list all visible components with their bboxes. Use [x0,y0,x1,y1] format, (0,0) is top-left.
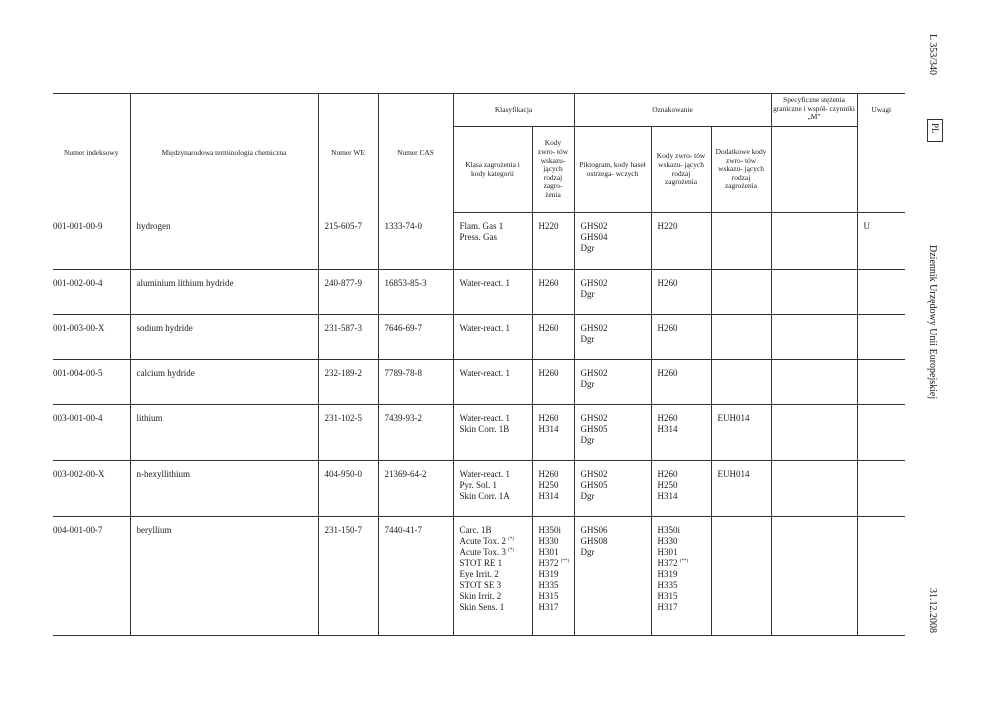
header-labelling: Oznakowanie [574,94,771,127]
cell-pictogram-line: Dgr [580,243,595,253]
cell-hazard-class-line: Water-react. 1 [459,469,511,479]
cell-suppl-codes-line: EUH014 [717,469,750,479]
header-label-hazard-codes: Kody zwro- tów wskazu- jących rodzaj zagrożenia [651,127,711,213]
cell-hazard-codes [532,461,574,517]
cell-hazard-codes-line: H220 [538,221,559,231]
cell-hazard-class [453,270,532,315]
journal-title [927,245,945,455]
cell-pictogram-line: GHS04 [580,232,608,242]
cell-suppl-codes [711,315,771,360]
cell-pictogram-line: GHS05 [580,480,608,490]
header-notes-blank [857,127,905,213]
header-hazard-codes: Kody zwro- tów wskazu- jących rodzaj zagro- żenia [532,127,574,213]
header-pictogram: Piktogram, kody haseł ostrzega- wczych [574,127,651,213]
language-box [927,119,943,142]
cell-hazard-class-line: Water-react. 1 [459,413,511,423]
cell-pictogram-line: Dgr [580,491,595,501]
cell-label-hazard-codes-line: H335 [657,580,678,590]
cell-hazard-codes-line: H317 [538,602,559,612]
cell-hazard-class-line: Water-react. 1 [459,278,511,288]
cell-hazard-class [453,360,532,405]
cell-label-hazard-codes [651,461,711,517]
cell-label-hazard-codes-line: H314 [657,424,678,434]
cell-hazard-codes-line: H330 [538,536,559,546]
cell-suppl-codes [711,517,771,636]
language-badge [927,119,945,143]
cell-hazard-class-line: STOT RE 1 [459,558,503,568]
cell-cas-no: 7439-93-2 [378,405,453,461]
cell-hazard-class-line: Pyr. Sol. 1 [459,480,498,490]
header-hazard-class: Klasa zagrożenia i kody kategorii [453,127,532,213]
cell-pictogram [574,213,651,270]
cell-chem-name: aluminium lithium hydride [130,270,318,315]
header-ec-no: Numer WE [318,94,378,213]
cell-hazard-codes-line: H260 [538,323,559,333]
cell-suppl-codes [711,213,771,270]
cell-index-no: 004-001-00-7 [53,517,130,636]
header-spec-conc: Specyficzne stężenia graniczne i współ- czynniki „M” [771,94,857,127]
cell-label-hazard-codes-line: H319 [657,569,678,579]
cell-hazard-codes-line: H301 [538,547,559,557]
publication-date [927,588,945,648]
cell-hazard-codes-line: H372 (**) [538,558,570,568]
cell-label-hazard-codes [651,360,711,405]
cell-label-hazard-codes [651,213,711,270]
cell-hazard-codes [532,517,574,636]
cell-pictogram [574,270,651,315]
cell-hazard-class-line: Acute Tox. 3 (*) [459,547,515,557]
cell-hazard-class-line: Press. Gas [459,232,497,242]
cell-hazard-codes [532,405,574,461]
cell-spec-conc [771,461,857,517]
cell-hazard-codes [532,270,574,315]
cell-pictogram-line: Dgr [580,289,595,299]
cell-hazard-class [453,461,532,517]
cell-label-hazard-codes-line: H260 [657,413,678,423]
cell-notes: U [857,213,905,270]
cell-spec-conc [771,405,857,461]
cell-suppl-codes-line: EUH014 [717,413,750,423]
cell-index-no: 003-001-00-4 [53,405,130,461]
cell-pictogram [574,405,651,461]
cell-chem-name: n-hexyllithium [130,461,318,517]
cell-suppl-codes [711,270,771,315]
cell-spec-conc [771,270,857,315]
publication-date-text: 31.12.2008 [927,588,938,633]
cell-hazard-class-line: Skin Corr. 1A [459,491,510,501]
cell-pictogram-line: Dgr [580,379,595,389]
cell-cas-no: 7440-41-7 [378,517,453,636]
classification-table [53,93,905,636]
table-header [53,94,905,213]
cell-pictogram-line: GHS02 [580,323,608,333]
cell-chem-name: beryllium [130,517,318,636]
cell-suppl-codes [711,461,771,517]
cell-hazard-codes-line: H260 [538,413,559,423]
table-row [53,360,905,405]
header-notes: Uwagi [857,94,905,127]
cell-hazard-class [453,213,532,270]
cell-chem-name: calcium hydride [130,360,318,405]
cell-pictogram-line: GHS05 [580,424,608,434]
page-reference [927,34,945,94]
cell-pictogram [574,315,651,360]
cell-spec-conc [771,360,857,405]
cell-hazard-codes-line: H314 [538,491,559,501]
cell-hazard-class-line: Eye Irrit. 2 [459,569,499,579]
cell-label-hazard-codes-line: H260 [657,368,678,378]
cell-index-no: 001-004-00-5 [53,360,130,405]
cell-notes [857,315,905,360]
header-classification: Klasyfikacja [453,94,574,127]
cell-hazard-codes-line: H260 [538,278,559,288]
cell-ec-no: 215-605-7 [318,213,378,270]
cell-suppl-codes [711,360,771,405]
cell-pictogram-line: Dgr [580,547,595,557]
journal-title-text: Dziennik Urzędowy Unii Europejskiej [927,245,938,400]
cell-pictogram-line: GHS02 [580,221,608,231]
cell-index-no: 001-003-00-X [53,315,130,360]
cell-ec-no: 231-150-7 [318,517,378,636]
cell-label-hazard-codes-line: H260 [657,469,678,479]
page-reference-text: L 353/340 [927,34,938,76]
cell-label-hazard-codes [651,270,711,315]
cell-ec-no: 232-189-2 [318,360,378,405]
cell-label-hazard-codes-line: H220 [657,221,678,231]
cell-ec-no: 404-950-0 [318,461,378,517]
cell-cas-no: 16853-85-3 [378,270,453,315]
cell-spec-conc [771,517,857,636]
cell-cas-no: 21369-64-2 [378,461,453,517]
cell-hazard-codes-line: H319 [538,569,559,579]
cell-hazard-class-line: Skin Corr. 1B [459,424,510,434]
cell-hazard-codes-line: H314 [538,424,559,434]
table-row [53,517,905,636]
cell-hazard-class-line: STOT SE 3 [459,580,502,590]
cell-hazard-codes [532,360,574,405]
cell-hazard-class-line: Acute Tox. 2 (*) [459,536,515,546]
cell-cas-no: 7789-78-8 [378,360,453,405]
cell-cas-no: 7646-69-7 [378,315,453,360]
cell-label-hazard-codes-line: H250 [657,480,678,490]
cell-cas-no: 1333-74-0 [378,213,453,270]
cell-label-hazard-codes-line: H315 [657,591,678,601]
cell-index-no: 001-001-00-9 [53,213,130,270]
cell-ec-no: 240-877-9 [318,270,378,315]
header-spec-conc-blank [771,127,857,213]
cell-pictogram-line: GHS02 [580,469,608,479]
cell-label-hazard-codes-line: H350i [657,525,681,535]
cell-label-hazard-codes-line: H372 (**) [657,558,689,568]
cell-label-hazard-codes-line: H260 [657,278,678,288]
table-row [53,270,905,315]
cell-chem-name: sodium hydride [130,315,318,360]
cell-hazard-class-line: Water-react. 1 [459,323,511,333]
cell-hazard-class-line: Skin Irrit. 2 [459,591,502,601]
cell-hazard-class-line: Carc. 1B [459,525,492,535]
cell-label-hazard-codes-line: H314 [657,491,678,501]
cell-pictogram-line: GHS02 [580,413,608,423]
cell-notes [857,517,905,636]
table-body [53,213,905,636]
cell-hazard-codes-line: H335 [538,580,559,590]
cell-hazard-codes-line: H350i [538,525,561,535]
cell-label-hazard-codes-line: H330 [657,536,678,546]
language-code: PL [930,123,940,134]
cell-label-hazard-codes-line: H301 [657,547,678,557]
table-row [53,315,905,360]
header-index-no: Numer indeksowy [53,94,130,213]
cell-hazard-class [453,517,532,636]
cell-hazard-codes [532,315,574,360]
cell-spec-conc [771,315,857,360]
cell-pictogram-line: GHS06 [580,525,608,535]
table-row [53,405,905,461]
cell-label-hazard-codes [651,315,711,360]
cell-ec-no: 231-587-3 [318,315,378,360]
cell-hazard-codes-line: H260 [538,368,559,378]
cell-hazard-class [453,315,532,360]
cell-chem-name: lithium [130,405,318,461]
cell-notes [857,360,905,405]
table-row [53,213,905,270]
cell-pictogram-line: Dgr [580,435,595,445]
cell-label-hazard-codes-line: H317 [657,602,678,612]
cell-hazard-class-line: Flam. Gas 1 [459,221,504,231]
cell-pictogram [574,517,651,636]
header-suppl-codes: Dodatkowe kody zwro- tów wskazu- jących rodzaj zagrożenia [711,127,771,213]
cell-hazard-codes-line: H260 [538,469,559,479]
cell-index-no: 003-002-00-X [53,461,130,517]
cell-hazard-codes-line: H315 [538,591,559,601]
cell-index-no: 001-002-00-4 [53,270,130,315]
cell-pictogram-line: GHS02 [580,368,608,378]
cell-chem-name: hydrogen [130,213,318,270]
cell-pictogram [574,360,651,405]
cell-pictogram-line: GHS02 [580,278,608,288]
cell-pictogram [574,461,651,517]
cell-label-hazard-codes-line: H260 [657,323,678,333]
cell-hazard-class-line: Skin Sens. 1 [459,602,505,612]
cell-pictogram-line: GHS08 [580,536,608,546]
cell-notes [857,270,905,315]
cell-ec-no: 231-102-5 [318,405,378,461]
cell-notes [857,461,905,517]
cell-hazard-class-line: Water-react. 1 [459,368,511,378]
cell-hazard-class [453,405,532,461]
cell-notes [857,405,905,461]
cell-spec-conc [771,213,857,270]
cell-hazard-codes-line: H250 [538,480,559,490]
cell-hazard-codes [532,213,574,270]
cell-pictogram-line: Dgr [580,334,595,344]
cell-suppl-codes [711,405,771,461]
cell-label-hazard-codes [651,405,711,461]
header-chem-name: Międzynarodowa terminologia chemiczna [130,94,318,213]
cell-label-hazard-codes [651,517,711,636]
table-row [53,461,905,517]
header-cas-no: Numer CAS [378,94,453,213]
